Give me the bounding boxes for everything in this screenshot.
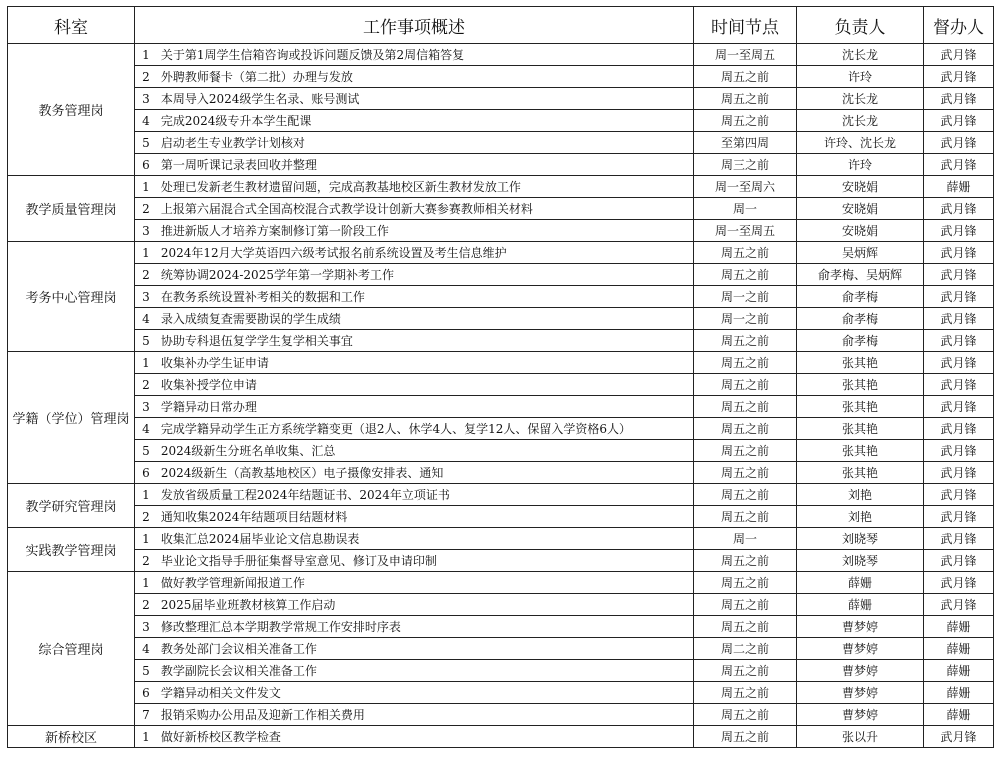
task-description: 推进新版人才培养方案制修订第一阶段工作	[160, 224, 389, 238]
task-cell	[135, 638, 694, 660]
supervisor-cell: 武月锋	[924, 198, 994, 220]
task-number: 3	[142, 620, 150, 634]
task-number: 1	[142, 488, 150, 502]
table-row	[8, 638, 994, 660]
task-cell	[135, 88, 694, 110]
owner-cell: 俞孝梅	[797, 308, 924, 330]
table-row	[8, 132, 994, 154]
time-cell: 周五之前	[694, 396, 797, 418]
task-number: 6	[142, 466, 150, 480]
table-row	[8, 220, 994, 242]
task-cell	[135, 572, 694, 594]
task-description: 教学副院长会议相关准备工作	[160, 664, 317, 678]
task-cell	[135, 528, 694, 550]
time-cell: 至第四周	[694, 132, 797, 154]
owner-cell: 许玲、沈长龙	[797, 132, 924, 154]
task-description: 处理已发新老生教材遗留问题，完成高教基地校区新生教材发放工作	[160, 180, 521, 194]
owner-cell: 安晓娟	[797, 176, 924, 198]
owner-cell: 刘晓琴	[797, 550, 924, 572]
owner-cell: 安晓娟	[797, 220, 924, 242]
task-cell	[135, 286, 694, 308]
time-cell: 周五之前	[694, 264, 797, 286]
task-number: 2	[142, 554, 150, 568]
supervisor-cell: 武月锋	[924, 726, 994, 748]
task-number: 5	[142, 664, 150, 678]
time-cell: 周五之前	[694, 594, 797, 616]
time-cell: 周一	[694, 528, 797, 550]
table-row	[8, 660, 994, 682]
table-row	[8, 682, 994, 704]
owner-cell: 薛姗	[797, 594, 924, 616]
task-description: 做好新桥校区教学检查	[160, 730, 281, 744]
supervisor-cell: 薛姗	[924, 638, 994, 660]
header-supervisor: 督办人	[924, 7, 994, 44]
owner-cell: 张其艳	[797, 374, 924, 396]
owner-cell: 刘艳	[797, 484, 924, 506]
supervisor-cell: 薛姗	[924, 704, 994, 726]
task-cell	[135, 506, 694, 528]
task-description: 收集汇总2024届毕业论文信息勘误表	[160, 532, 360, 546]
owner-cell: 曹梦婷	[797, 704, 924, 726]
task-description: 上报第六届混合式全国高校混合式教学设计创新大赛参赛教师相关材料	[160, 202, 533, 216]
task-number: 2	[142, 598, 150, 612]
task-cell	[135, 594, 694, 616]
supervisor-cell: 武月锋	[924, 264, 994, 286]
time-cell: 周五之前	[694, 572, 797, 594]
task-cell	[135, 110, 694, 132]
department-cell: 教学研究管理岗	[8, 484, 135, 528]
time-cell: 周五之前	[694, 682, 797, 704]
supervisor-cell: 武月锋	[924, 594, 994, 616]
department-cell: 新桥校区	[8, 726, 135, 748]
supervisor-cell: 武月锋	[924, 462, 994, 484]
table-row	[8, 418, 994, 440]
department-cell: 综合管理岗	[8, 572, 135, 726]
task-number: 3	[142, 224, 150, 238]
task-number: 1	[142, 48, 150, 62]
table-row	[8, 154, 994, 176]
time-cell: 周五之前	[694, 506, 797, 528]
task-description: 关于第1周学生信箱咨询或投诉问题反馈及第2周信箱答复	[160, 48, 465, 62]
supervisor-cell: 薛姗	[924, 660, 994, 682]
table-row	[8, 462, 994, 484]
time-cell: 周五之前	[694, 330, 797, 352]
time-cell: 周五之前	[694, 242, 797, 264]
task-description: 2024级新生（高教基地校区）电子摄像安排表、通知	[160, 466, 444, 480]
task-description: 做好教学管理新闻报道工作	[160, 576, 305, 590]
task-description: 本周导入2024级学生名录、账号测试	[160, 92, 360, 106]
task-description: 完成2024级专升本学生配课	[160, 114, 312, 128]
table-row	[8, 616, 994, 638]
time-cell: 周五之前	[694, 374, 797, 396]
task-cell	[135, 44, 694, 66]
supervisor-cell: 武月锋	[924, 396, 994, 418]
table-row	[8, 286, 994, 308]
owner-cell: 沈长龙	[797, 110, 924, 132]
department-cell: 教务管理岗	[8, 44, 135, 176]
task-description: 在教务系统设置补考相关的数据和工作	[160, 290, 365, 304]
task-cell	[135, 132, 694, 154]
task-number: 6	[142, 158, 150, 172]
task-cell	[135, 484, 694, 506]
time-cell: 周五之前	[694, 88, 797, 110]
task-cell	[135, 176, 694, 198]
department-cell: 教学质量管理岗	[8, 176, 135, 242]
task-description: 发放省级质量工程2024年结题证书、2024年立项证书	[160, 488, 450, 502]
time-cell: 周一至周五	[694, 44, 797, 66]
owner-cell: 张其艳	[797, 396, 924, 418]
task-number: 2	[142, 202, 150, 216]
supervisor-cell: 薛姗	[924, 682, 994, 704]
task-cell	[135, 198, 694, 220]
task-description: 启动老生专业教学计划核对	[160, 136, 305, 150]
table-row	[8, 506, 994, 528]
table-row	[8, 110, 994, 132]
table-row	[8, 528, 994, 550]
supervisor-cell: 武月锋	[924, 154, 994, 176]
time-cell: 周五之前	[694, 110, 797, 132]
task-number: 4	[142, 312, 150, 326]
time-cell: 周五之前	[694, 352, 797, 374]
time-cell: 周五之前	[694, 726, 797, 748]
time-cell: 周五之前	[694, 418, 797, 440]
task-cell	[135, 66, 694, 88]
time-cell: 周二之前	[694, 638, 797, 660]
task-cell	[135, 440, 694, 462]
owner-cell: 沈长龙	[797, 44, 924, 66]
time-cell: 周三之前	[694, 154, 797, 176]
task-cell	[135, 462, 694, 484]
task-description: 完成学籍异动学生正方系统学籍变更（退2人、休学4人、复学12人、保留入学资格6人）	[160, 422, 632, 436]
table-row	[8, 572, 994, 594]
task-number: 1	[142, 576, 150, 590]
owner-cell: 张以升	[797, 726, 924, 748]
table-row	[8, 330, 994, 352]
task-number: 4	[142, 642, 150, 656]
supervisor-cell: 武月锋	[924, 550, 994, 572]
task-description: 学籍异动相关文件发文	[160, 686, 281, 700]
owner-cell: 张其艳	[797, 462, 924, 484]
owner-cell: 薛姗	[797, 572, 924, 594]
task-number: 1	[142, 356, 150, 370]
header-time: 时间节点	[694, 7, 797, 44]
supervisor-cell: 武月锋	[924, 352, 994, 374]
task-description: 收集补授学位申请	[160, 378, 257, 392]
task-cell	[135, 220, 694, 242]
task-description: 录入成绩复查需要勘误的学生成绩	[160, 312, 341, 326]
supervisor-cell: 武月锋	[924, 308, 994, 330]
task-number: 7	[142, 708, 150, 722]
owner-cell: 张其艳	[797, 418, 924, 440]
owner-cell: 俞孝梅	[797, 330, 924, 352]
task-description: 第一周听课记录表回收并整理	[160, 158, 317, 172]
task-number: 4	[142, 422, 150, 436]
owner-cell: 曹梦婷	[797, 616, 924, 638]
supervisor-cell: 武月锋	[924, 528, 994, 550]
task-cell	[135, 704, 694, 726]
task-number: 5	[142, 136, 150, 150]
time-cell: 周五之前	[694, 704, 797, 726]
time-cell: 周五之前	[694, 550, 797, 572]
task-cell	[135, 726, 694, 748]
table-row	[8, 396, 994, 418]
table-row	[8, 242, 994, 264]
task-number: 6	[142, 686, 150, 700]
task-cell	[135, 396, 694, 418]
owner-cell: 安晓娟	[797, 198, 924, 220]
header-owner: 负责人	[797, 7, 924, 44]
supervisor-cell: 武月锋	[924, 330, 994, 352]
time-cell: 周五之前	[694, 66, 797, 88]
time-cell: 周五之前	[694, 484, 797, 506]
task-cell	[135, 330, 694, 352]
table-row	[8, 88, 994, 110]
owner-cell: 许玲	[797, 154, 924, 176]
owner-cell: 刘晓琴	[797, 528, 924, 550]
table-row	[8, 264, 994, 286]
table-row	[8, 198, 994, 220]
department-cell: 实践教学管理岗	[8, 528, 135, 572]
table-row	[8, 726, 994, 748]
task-description: 教务处部门会议相关准备工作	[160, 642, 317, 656]
time-cell: 周五之前	[694, 440, 797, 462]
owner-cell: 曹梦婷	[797, 638, 924, 660]
time-cell: 周五之前	[694, 660, 797, 682]
time-cell: 周一之前	[694, 308, 797, 330]
task-number: 2	[142, 268, 150, 282]
supervisor-cell: 武月锋	[924, 440, 994, 462]
supervisor-cell: 武月锋	[924, 132, 994, 154]
owner-cell: 张其艳	[797, 440, 924, 462]
task-description: 协助专科退伍复学学生复学相关事宜	[160, 334, 353, 348]
supervisor-cell: 武月锋	[924, 506, 994, 528]
table-row	[8, 66, 994, 88]
task-cell	[135, 550, 694, 572]
task-number: 3	[142, 92, 150, 106]
task-cell	[135, 308, 694, 330]
supervisor-cell: 武月锋	[924, 242, 994, 264]
table-row	[8, 550, 994, 572]
table-row	[8, 594, 994, 616]
table-row	[8, 440, 994, 462]
owner-cell: 沈长龙	[797, 88, 924, 110]
task-number: 5	[142, 444, 150, 458]
supervisor-cell: 武月锋	[924, 374, 994, 396]
supervisor-cell: 武月锋	[924, 66, 994, 88]
table-row	[8, 374, 994, 396]
task-cell	[135, 264, 694, 286]
task-number: 1	[142, 532, 150, 546]
supervisor-cell: 武月锋	[924, 44, 994, 66]
supervisor-cell: 武月锋	[924, 88, 994, 110]
owner-cell: 吴炳辉	[797, 242, 924, 264]
table-row	[8, 176, 994, 198]
table-header-row	[8, 7, 994, 44]
supervisor-cell: 武月锋	[924, 286, 994, 308]
work-schedule-table	[7, 6, 994, 748]
owner-cell: 曹梦婷	[797, 682, 924, 704]
task-number: 1	[142, 730, 150, 744]
owner-cell: 曹梦婷	[797, 660, 924, 682]
time-cell: 周一之前	[694, 286, 797, 308]
task-cell	[135, 242, 694, 264]
task-number: 1	[142, 246, 150, 260]
task-description: 通知收集2024年结题项目结题材料	[160, 510, 348, 524]
task-cell	[135, 660, 694, 682]
task-cell	[135, 682, 694, 704]
owner-cell: 俞孝梅	[797, 286, 924, 308]
header-task: 工作事项概述	[135, 7, 694, 44]
owner-cell: 张其艳	[797, 352, 924, 374]
table-row	[8, 44, 994, 66]
table-row	[8, 484, 994, 506]
task-number: 3	[142, 400, 150, 414]
task-description: 学籍异动日常办理	[160, 400, 257, 414]
header-dept: 科室	[8, 7, 135, 44]
department-cell: 考务中心管理岗	[8, 242, 135, 352]
supervisor-cell: 薛姗	[924, 176, 994, 198]
task-description: 统筹协调2024-2025学年第一学期补考工作	[160, 268, 394, 282]
task-cell	[135, 154, 694, 176]
time-cell: 周五之前	[694, 462, 797, 484]
supervisor-cell: 武月锋	[924, 484, 994, 506]
task-cell	[135, 352, 694, 374]
supervisor-cell: 武月锋	[924, 220, 994, 242]
table-row	[8, 704, 994, 726]
task-number: 3	[142, 290, 150, 304]
task-description: 2025届毕业班教材核算工作启动	[160, 598, 336, 612]
task-description: 收集补办学生证申请	[160, 356, 269, 370]
supervisor-cell: 武月锋	[924, 418, 994, 440]
task-description: 2024年12月大学英语四六级考试报名前系统设置及考生信息维护	[160, 246, 507, 260]
task-number: 2	[142, 510, 150, 524]
task-number: 5	[142, 334, 150, 348]
table-body	[8, 44, 994, 748]
task-description: 报销采购办公用品及迎新工作相关费用	[160, 708, 365, 722]
task-description: 外聘教师餐卡（第二批）办理与发放	[160, 70, 353, 84]
owner-cell: 许玲	[797, 66, 924, 88]
time-cell: 周一至周六	[694, 176, 797, 198]
task-number: 2	[142, 378, 150, 392]
owner-cell: 俞孝梅、吴炳辉	[797, 264, 924, 286]
task-description: 修改整理汇总本学期教学常规工作安排时序表	[160, 620, 401, 634]
time-cell: 周一	[694, 198, 797, 220]
owner-cell: 刘艳	[797, 506, 924, 528]
task-cell	[135, 374, 694, 396]
department-cell: 学籍（学位）管理岗	[8, 352, 135, 484]
task-cell	[135, 616, 694, 638]
task-cell	[135, 418, 694, 440]
task-description: 毕业论文指导手册征集督导室意见、修订及申请印制	[160, 554, 437, 568]
task-number: 2	[142, 70, 150, 84]
task-number: 4	[142, 114, 150, 128]
task-description: 2024级新生分班名单收集、汇总	[160, 444, 336, 458]
time-cell: 周一至周五	[694, 220, 797, 242]
supervisor-cell: 武月锋	[924, 110, 994, 132]
supervisor-cell: 薛姗	[924, 616, 994, 638]
table-row	[8, 352, 994, 374]
table-row	[8, 308, 994, 330]
task-number: 1	[142, 180, 150, 194]
supervisor-cell: 武月锋	[924, 572, 994, 594]
time-cell: 周五之前	[694, 616, 797, 638]
